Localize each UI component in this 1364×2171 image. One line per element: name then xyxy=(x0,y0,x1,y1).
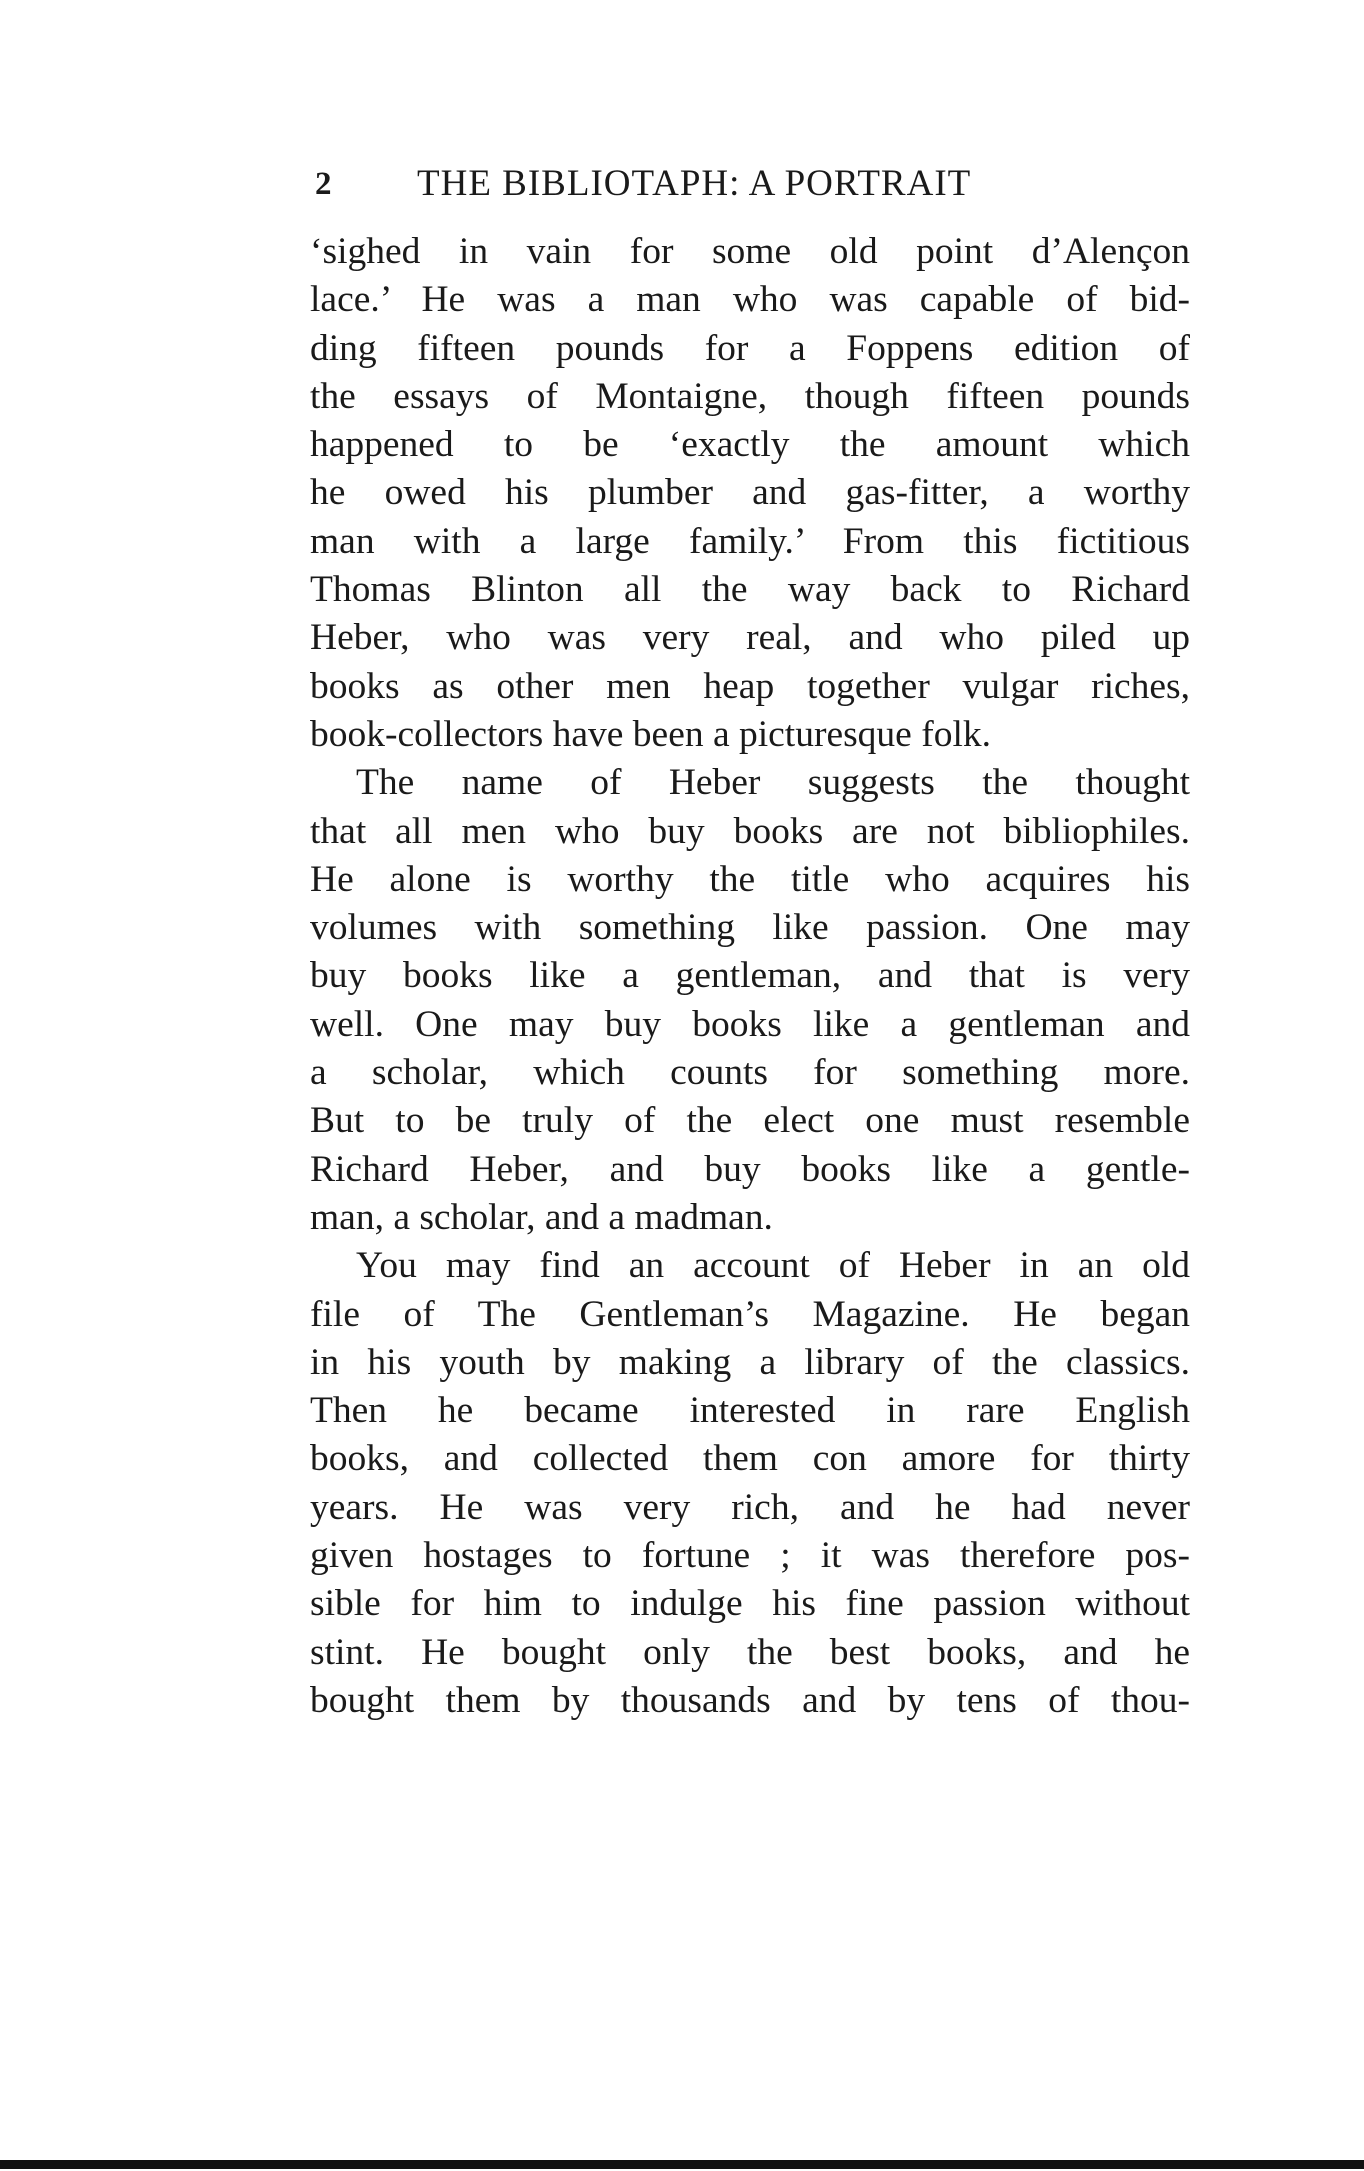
running-title: THE BIBLIOTAPH: A PORTRAIT xyxy=(417,163,972,204)
text-line: well. One may buy books like a gentleman and xyxy=(310,1003,1190,1045)
text-line: buy books like a gentleman, and that is very xyxy=(310,955,1190,997)
text-line: books, and collected them con amore for thirty xyxy=(310,1438,1190,1480)
text-line: that all men who buy books are not bibliophiles. xyxy=(310,810,1190,852)
text-line: man, a scholar, and a madman. xyxy=(310,1196,773,1238)
text-line: sible for him to indulge his fine passion without xyxy=(310,1583,1190,1625)
paragraph-1 xyxy=(310,228,1190,759)
body-text xyxy=(310,228,1190,1725)
text-line: ‘sighed in vain for some old point d’Alençon xyxy=(310,231,1190,272)
text-line: The name of Heber suggests the thought xyxy=(356,762,1190,804)
text-line: happened to be ‘exactly the amount which xyxy=(310,424,1190,466)
text-line: He alone is worthy the title who acquires his xyxy=(310,858,1190,900)
text-line: books as other men heap together vulgar riches, xyxy=(310,665,1190,707)
text-line: man with a large family.’ From this fictitious xyxy=(310,520,1190,562)
text-line: Thomas Blinton all the way back to Richard xyxy=(310,569,1190,611)
text-line: he owed his plumber and gas-fitter, a worthy xyxy=(310,472,1190,514)
text-line: Heber, who was very real, and who piled up xyxy=(310,617,1190,659)
text-line: a scholar, which counts for something more. xyxy=(310,1052,1190,1094)
text-line: file of The Gentleman’s Magazine. He began xyxy=(310,1293,1190,1335)
text-line: You may find an account of Heber in an old xyxy=(356,1245,1190,1287)
paragraph-3 xyxy=(310,1242,1190,1725)
text-line: ding fifteen pounds for a Foppens edition of xyxy=(310,327,1190,369)
text-line: lace.’ He was a man who was capable of bid- xyxy=(310,279,1190,321)
text-line: Then he became interested in rare English xyxy=(310,1390,1190,1432)
text-line: book-collectors have been a picturesque folk. xyxy=(310,713,991,755)
paragraph-2 xyxy=(310,759,1190,1242)
page-number: 2 xyxy=(315,166,333,202)
text-line: given hostages to fortune ; it was therefore pos- xyxy=(310,1535,1190,1577)
text-line: stint. He bought only the best books, and he xyxy=(310,1631,1190,1673)
text-line: bought them by thousands and by tens of thou- xyxy=(310,1679,1190,1721)
text-line: years. He was very rich, and he had never xyxy=(310,1486,1190,1528)
text-line: But to be truly of the elect one must resemble xyxy=(310,1100,1190,1142)
running-head xyxy=(315,160,1195,208)
text-line: volumes with something like passion. One may xyxy=(310,907,1190,949)
text-line: the essays of Montaigne, though fifteen pounds xyxy=(310,375,1190,417)
text-line: Richard Heber, and buy books like a gentle- xyxy=(310,1148,1190,1190)
page-edge-rule xyxy=(0,2160,1364,2169)
text-line: in his youth by making a library of the classics. xyxy=(310,1341,1190,1383)
